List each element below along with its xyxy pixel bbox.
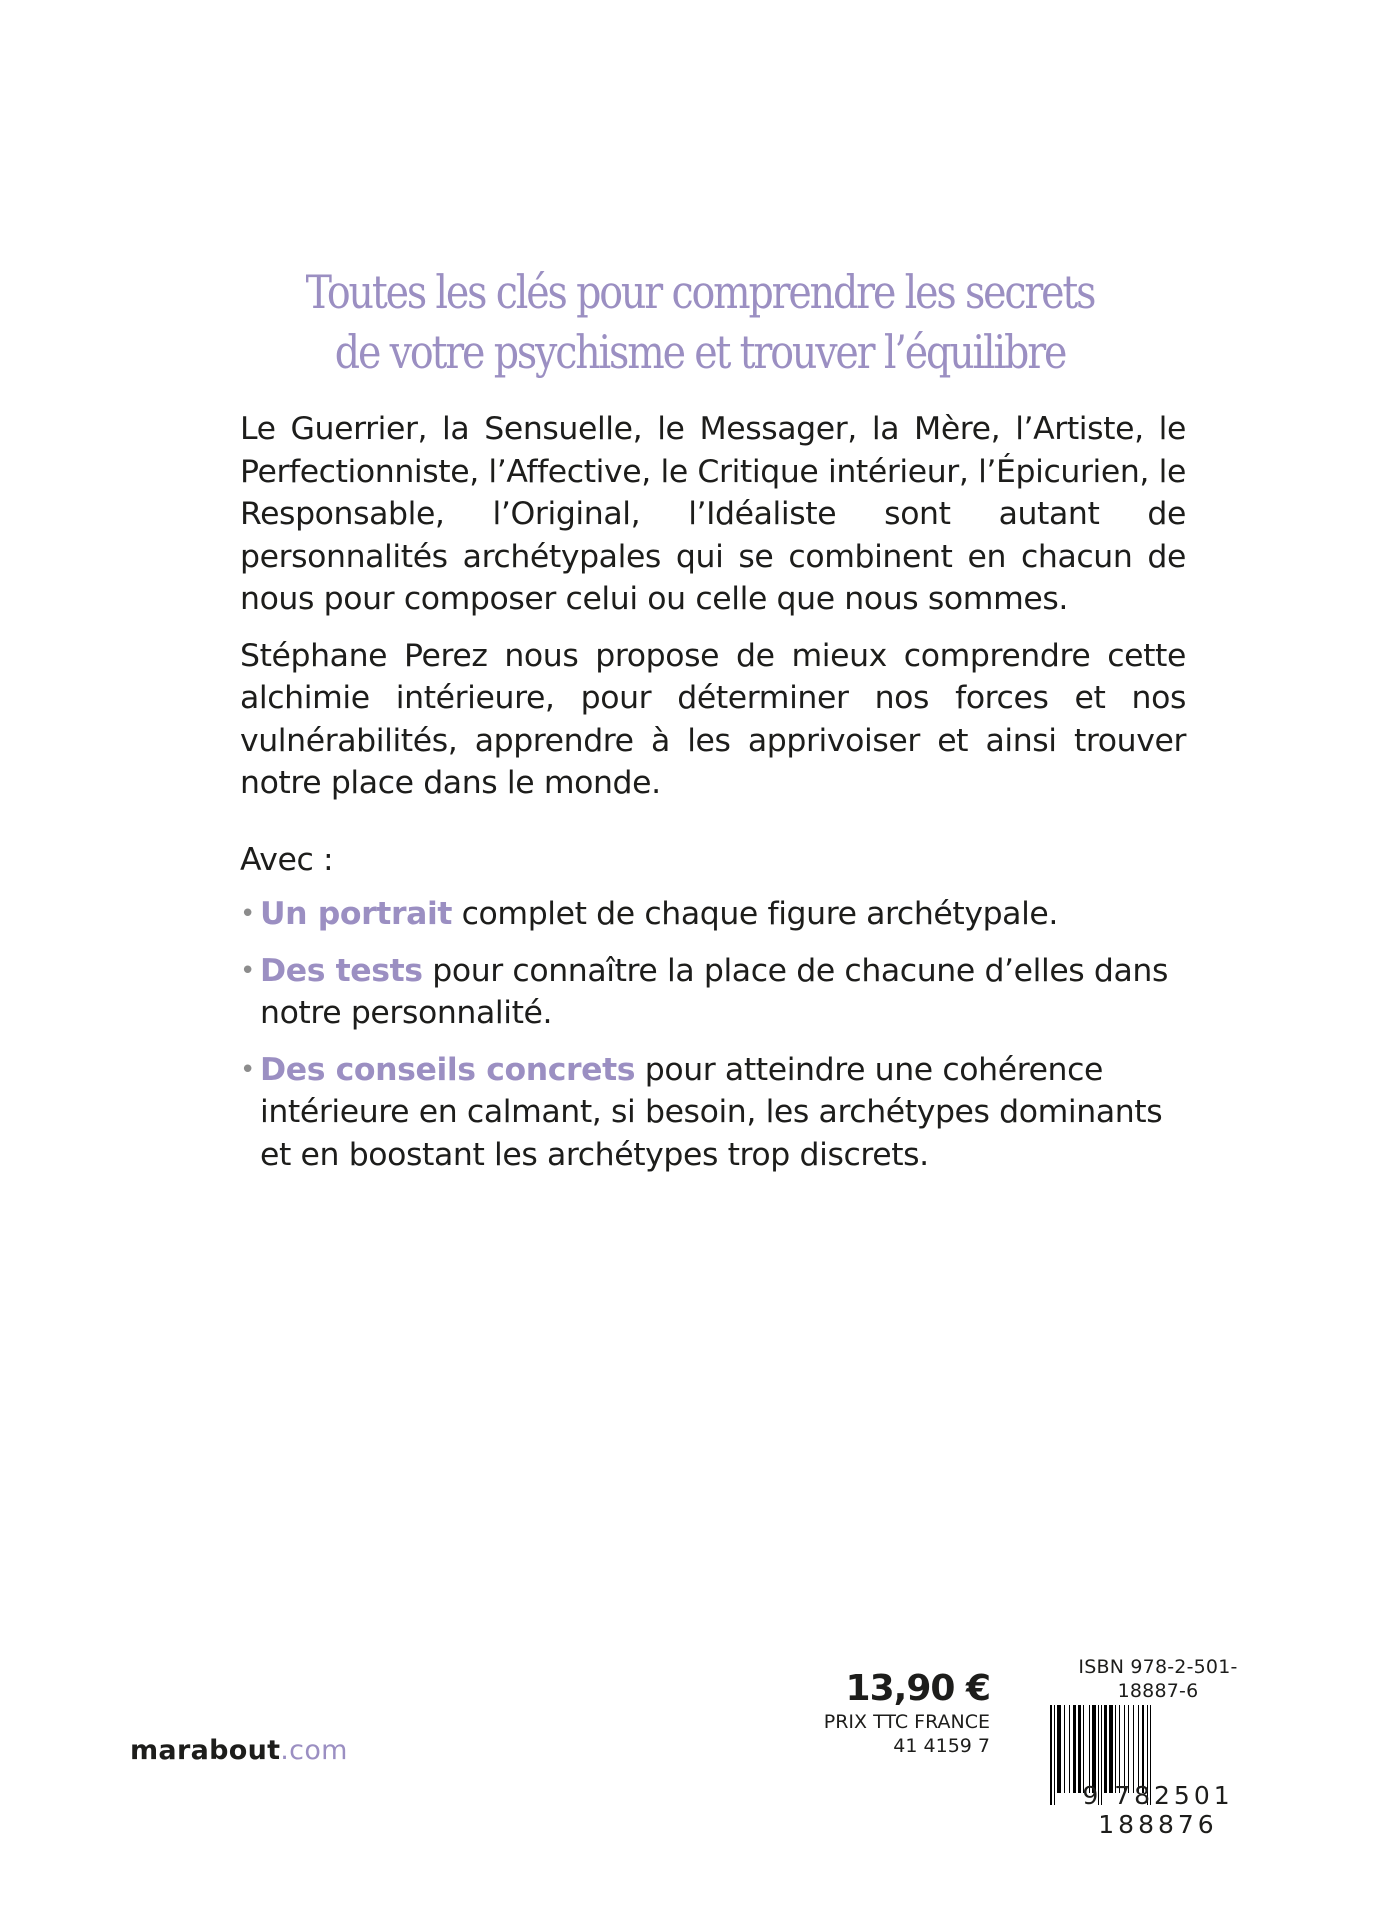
price: 13,90 € <box>845 1668 990 1709</box>
feature-text: pour connaître la place de chacune d’elles dans notre personnalité. <box>260 952 1169 1031</box>
logo-tld: .com <box>280 1735 348 1766</box>
isbn-label: ISBN 978-2-501-18887-6 <box>1078 1656 1238 1702</box>
bullet-icon: • <box>240 899 255 929</box>
headline-line-1: Toutes les clés pour comprendre les secrets <box>305 265 1095 319</box>
feature-text: pour atteindre une cohérence intérieure en calmant, si besoin, les archétypes dominants et en boostant les archétypes trop discrets. <box>260 1051 1163 1173</box>
bullet-icon: • <box>240 1054 255 1085</box>
logo-name: marabout <box>130 1735 281 1766</box>
bullet-icon: • <box>240 955 255 986</box>
feature-text: complet de chaque figure archétypale. <box>452 896 1059 932</box>
price-label: PRIX TTC FRANCE <box>823 1711 990 1733</box>
feature-highlight: Des tests <box>260 952 423 989</box>
blurb <box>240 408 1186 1190</box>
barcode <box>1050 1655 1266 1839</box>
feature-item <box>240 1049 1186 1177</box>
barcode-bars-icon <box>1050 1705 1266 1793</box>
product-code: 41 4159 7 <box>893 1735 990 1757</box>
avec-label: Avec : <box>240 841 334 878</box>
publisher-logo[interactable] <box>130 1735 348 1766</box>
paragraph-author: Stéphane Perez nous propose de mieux comprendre cette alchimie intérieure, pour déterminer nos forces et nos vulnérabilités, apprendre à les apprivoiser et ainsi trouver notre place dans le monde. <box>240 637 1186 801</box>
feature-highlight: Un portrait <box>260 896 452 932</box>
paragraph-archetypes: Le Guerrier, la Sensuelle, le Messager, la Mère, l’Artiste, le Perfectionniste, l’Affective, le Critique intérieur, l’Épicurien, le Responsable, l’Original, l’Idéaliste sont autant de personnalités archétypales qui se combinent en chacun de nous pour composer celui ou celle que nous sommes. <box>240 411 1186 617</box>
headline <box>270 262 1130 382</box>
ean-digits: 9 782501 188876 <box>1082 1781 1234 1839</box>
feature-highlight: Des conseils concrets <box>260 1051 636 1088</box>
price-block <box>824 1668 990 1758</box>
feature-list <box>240 893 1186 1176</box>
headline-line-2: de votre psychisme et trouver l’équilibre <box>334 325 1066 379</box>
feature-item <box>240 893 1186 936</box>
feature-item <box>240 950 1186 1035</box>
